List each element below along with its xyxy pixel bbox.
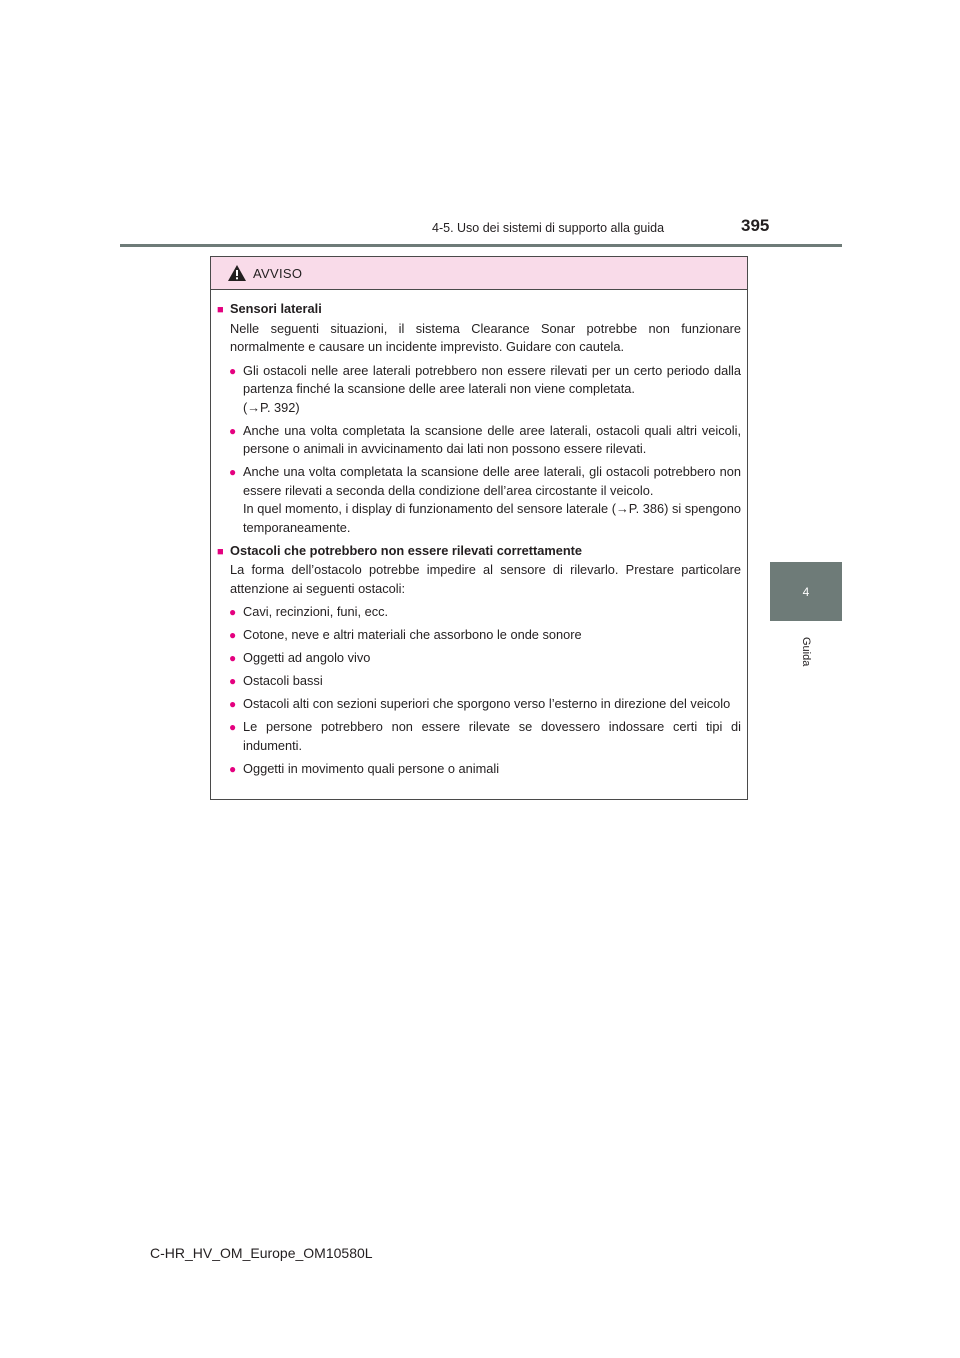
list-item — [217, 649, 741, 668]
section-square-icon: ■ — [217, 545, 224, 558]
section-intro: Nelle seguenti situazioni, il sistema Clearance Sonar potrebbe non funzionare normalmente e causare un incidente imprevisto. Guidare con cautela. — [230, 320, 741, 354]
warning-title: AVVISO — [253, 265, 303, 281]
bullet-dot-icon: ● — [229, 605, 237, 619]
warning-triangle-icon — [227, 264, 247, 282]
list-item-text: Gli ostacoli nelle aree laterali potrebbero non essere rilevati per un certo periodo dalla partenza finché la scansione delle aree laterali non viene completata. — [243, 362, 741, 396]
list-item — [217, 362, 741, 418]
section-title — [217, 542, 741, 561]
list-item-text: Oggetti in movimento quali persone o animali — [243, 760, 500, 776]
section-title-text: Sensori laterali — [230, 301, 322, 316]
list-item-text: Cavi, recinzioni, funi, ecc. — [243, 604, 389, 619]
bullet-dot-icon: ● — [229, 423, 237, 438]
list-item-text: (→P. 392) — [243, 399, 300, 415]
list-item-text: Anche una volta completata la scansione delle aree laterali, gli ostacoli potrebbero non essere rilevati a seconda della condizione dell’area circostante il veicolo. — [243, 464, 741, 498]
section-title — [217, 300, 741, 319]
bullet-dot-icon: ● — [229, 651, 237, 665]
warning-header — [211, 257, 747, 290]
list-item-text: In quel momento, i display di funzionamento del sensore laterale (→P. 386) si spengono temporaneamente. — [243, 501, 741, 535]
list-item — [217, 718, 741, 755]
list-item — [217, 422, 741, 459]
header-section-title: 4-5. Uso dei sistemi di supporto alla guida — [432, 221, 665, 235]
bullet-dot-icon: ● — [229, 761, 237, 776]
list-item-text: Ostacoli bassi — [243, 673, 323, 688]
bullet-dot-icon: ● — [229, 697, 237, 711]
list-item-text: Cotone, neve e altri materiali che assorbono le onde sonore — [243, 627, 582, 642]
page-number: 395 — [741, 216, 770, 235]
chapter-tab — [770, 562, 842, 621]
bullet-dot-icon: ● — [229, 363, 237, 378]
chapter-label: Guida — [800, 637, 812, 667]
list-item — [217, 626, 741, 645]
list-item — [217, 603, 741, 622]
section-intro: La forma dell’ostacolo potrebbe impedire al sensore di rilevarlo. Prestare particolare attenzione ai seguenti ostacoli: — [230, 562, 741, 596]
list-item — [217, 672, 741, 691]
bullet-dot-icon: ● — [229, 720, 237, 734]
chapter-number: 4 — [802, 584, 810, 599]
header-rule — [120, 244, 842, 247]
bullet-dot-icon: ● — [229, 674, 237, 688]
warning-box — [210, 256, 748, 800]
list-item-text: Le persone potrebbero non essere rilevate se dovessero indossare certi tipi di indumenti. — [243, 719, 741, 753]
section-title-text: Ostacoli che potrebbero non essere rilevati correttamente — [230, 542, 583, 558]
list-item — [217, 463, 741, 537]
list-item — [217, 695, 741, 714]
bullet-dot-icon: ● — [229, 628, 237, 642]
warning-body — [211, 290, 747, 778]
list-item-text: Ostacoli alti con sezioni superiori che sporgono verso l’esterno in direzione del veicolo — [243, 696, 731, 711]
list-item-text: Anche una volta completata la scansione delle aree laterali, ostacoli quali altri veicoli, persone o animali in avvicinamento dai lati non possono essere rilevati. — [243, 422, 741, 456]
list-item-text: Oggetti ad angolo vivo — [243, 650, 371, 665]
bullet-dot-icon: ● — [229, 465, 237, 479]
section-square-icon: ■ — [217, 304, 224, 316]
list-item — [217, 760, 741, 779]
footer-document-code: C-HR_HV_OM_Europe_OM10580L — [150, 1245, 373, 1261]
